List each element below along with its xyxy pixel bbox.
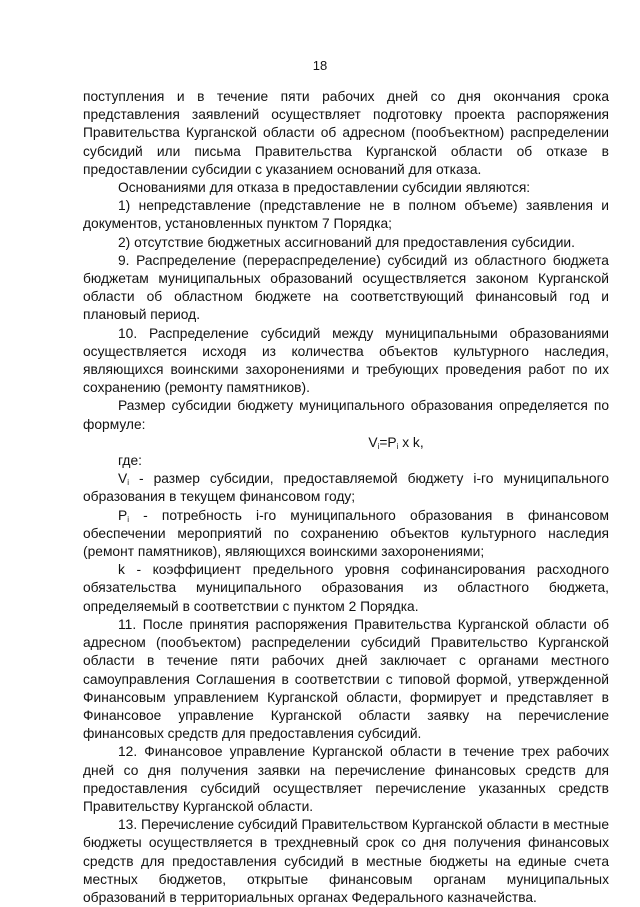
formula-p-sub: i <box>396 441 399 451</box>
paragraph-item-12: 12. Финансовое управление Курганской области в течение трех рабочих дней со дня получения заявки на перечисление финансовых средств для предоставления субсидий осуществляет перечисление указанных средств Правительству Курганской области. <box>83 744 609 814</box>
definition-vi-text: - размер субсидии, предоставляемой бюджету i-го муниципального образования в текущем финансовом году; <box>83 471 609 505</box>
definition-pi <box>83 507 609 562</box>
definition-k: k - коэффициент предельного уровня софинансирования расходного обязательства муниципального образования из областного бюджета, определяемый в соответствии с пунктом 2 Порядка. <box>83 562 609 614</box>
paragraph-item-13: 13. Перечисление субсидий Правительством Курганской области в местные бюджеты осуществляется в трехдневный срок со дня получения финансовых средств для предоставления субсидий в местные бюджеты на единые счета местных бюджетов, открытые финансовым органам муниципальных образований в территориальных органах Федерального казначейства. <box>83 817 609 905</box>
formula-rest: x k, <box>398 434 424 450</box>
definition-vi-sub: i <box>127 478 129 488</box>
paragraph-item-11: 11. После принятия распоряжения Правительства Курганской области об адресном (пообъектом) распределении субсидий Правительство Курганской области в течение пяти рабочих дней заключает с органами местного самоуправления Соглашения в соответствии с типовой формой, утвержденной Финансовым управлением Курганской области, формирует и представляет в Финансовое управление Курганской области заявку на перечисление финансовых средств для предоставления субсидий. <box>83 616 609 742</box>
paragraph-where: где: <box>118 453 142 469</box>
formula-v-sub: i <box>377 441 380 451</box>
paragraph-formula-intro: Размер субсидии бюджету муниципального образования определяется по формуле: <box>83 398 609 432</box>
paragraph-item-9: 9. Распределение (перераспределение) субсидий из областного бюджета бюджетам муниципальных образований осуществляется законом Курганской области об областном бюджете на соответствующий финансовый год и плановый период. <box>83 252 609 323</box>
formula-v: V <box>368 434 378 450</box>
definition-pi-symbol: P <box>118 507 128 523</box>
page-number: 18 <box>312 58 328 73</box>
document-body <box>83 88 609 907</box>
paragraph-continuation: поступления и в течение пяти рабочих дней со дня окончания срока представления заявлений осуществляет подготовку проекта распоряжения Правительства Курганской области об адресном (пообъектном) распределении субсидий или письма Правительства Курганской области об отказе в предоставлении субсидии с указанием оснований для отказа. <box>83 89 609 177</box>
formula-eq: =P <box>379 434 397 450</box>
definition-vi <box>83 470 609 506</box>
subsidy-formula <box>183 434 609 452</box>
paragraph-ground-2: 2) отсутствие бюджетных ассигнований для предоставления субсидии. <box>118 234 575 250</box>
paragraph-item-10: 10. Распределение субсидий между муниципальными образованиями осуществляется исходя из количества объектов культурного наследия, являющихся воинскими захоронениями и требующих проведения работ по их сохранению (ремонту памятников). <box>83 325 609 396</box>
definition-vi-symbol: V <box>118 471 128 487</box>
paragraph-ground-1: 1) непредставление (представление не в полном объеме) заявления и документов, установленных пунктом 7 Порядка; <box>83 198 609 232</box>
paragraph-refusal-grounds: Основаниями для отказа в предоставлении субсидии являются: <box>118 180 531 196</box>
definition-pi-text: - потребность i-го муниципального образования в финансовом обеспечении мероприятий по сохранению объектов культурного наследия (ремонт памятников), являющихся воинскими захоронениями; <box>83 507 609 560</box>
definition-pi-sub: i <box>127 514 129 524</box>
